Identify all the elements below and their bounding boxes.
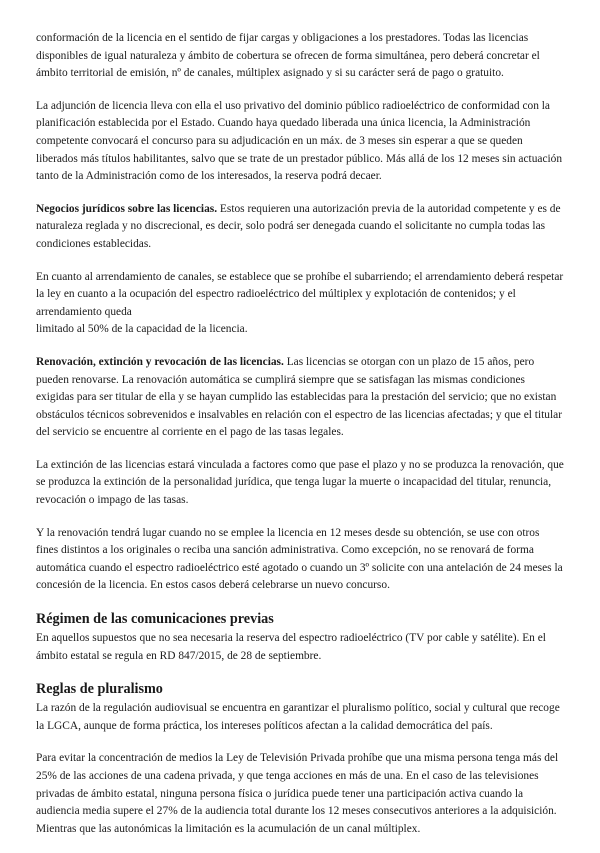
lead-renovacion: Renovación, extinción y revocación de las licencias. [36,355,284,368]
paragraph-revocacion: Y la renovación tendrá lugar cuando no se emplee la licencia en 12 meses desde su obtención, se use con otros fines distintos a los originales o reciba una sanción administrativa. Como excepción, no se renovará de forma automática cuando el espectro radioeléctrico esté agotado o cuando un 3º solicite con una antelación de 24 meses la concesión de la licencia. En estos casos deberá celebrarse un nuevo concurso. [36,526,563,592]
paragraph-concentracion-medios: Para evitar la concentración de medios la Ley de Televisión Privada prohíbe que una misma persona tenga más del 25% de las acciones de una cadena privada, y que tenga acciones en más de una. En el caso de las televisiones privadas de ámbito estatal, ninguna persona física o jurídica puede tener una participación activa cuando la audiencia media supere el 27% de la audiencia total durante los 12 meses consecutivos anteriores a la adquisición. Mientras que las autonómicas la limitación es la acumulación de un canal múltiplex. [36,752,559,835]
paragraph-adjuncion-licencia: La adjunción de licencia lleva con ella el uso privativo del dominio público radioeléctrico de conformidad con la planificación establecida por el Estado. Cuando haya quedado liberada una única licencia, la Administración competente convocará el concurso para su adjudicación en un máx. de 3 meses sin esperar a que se queden liberados más títulos habilitantes, salvo que se trate de un prestador público. Más allá de los 12 meses sin actuación tanto de la Administración como de los interesados, la reserva podrá decaer. [36,99,563,183]
lead-negocios-juridicos: Negocios jurídicos sobre las licencias. [36,202,218,215]
document-page [36,30,564,853]
heading-regimen-comunicaciones: Régimen de las comunicaciones previas [36,611,274,628]
arrendamiento-limit-text: limitado al 50% de la capacidad de la licencia. [36,323,248,336]
heading-reglas-pluralismo: Reglas de pluralismo [36,681,163,698]
paragraph-regimen-comunicaciones: En aquellos supuestos que no sea necesaria la reserva del espectro radioeléctrico (TV por cable y satélite). En el ámbito estatal se regula en RD 847/2015, de 28 de septiembre. [36,632,546,662]
body-renovacion: Las licencias se otorgan con un plazo de 15 años, pero pueden renovarse. La renovación automática se cumplirá siempre que se satisfagan las mismas condiciones exigidas para ser titular de ella y se hayan cumplido las establecidas para la prestación del servicio; que no existan obstáculos técnicos sobrevenidos e insalvables en relación con el espectro de las licencias afectadas; y que el titular del servicio se encuentre al corriente en el pago de las tasas legales. [36,355,562,439]
paragraph-pluralismo-razon: La razón de la regulación audiovisual se encuentra en garantizar el pluralismo político, social y cultural que recoge la LGCA, aunque de forma práctica, los intereses políticos afectan a la calidad democrática del país. [36,702,560,732]
paragraph-negocios-juridicos [36,201,564,254]
arrendamiento-text: En cuanto al arrendamiento de canales, se establece que se prohíbe el subarriendo; el arrendamiento deberá respetar la ley en cuanto a la ocupación del espectro radioeléctrico del múltiplex y explotación de contenidos; y el arrendamiento queda [36,270,564,318]
body-negocios-juridicos: Estos requieren una autorización previa de la autoridad competente y es de naturaleza reglada y no discrecional, es decir, solo podrá ser denegada cuando el solicitante no cumpla todas las condiciones establecidas. [36,202,561,250]
paragraph-licencia-conformacion: conformación de la licencia en el sentido de fijar cargas y obligaciones a los prestadores. Todas las licencias disponibles de igual naturaleza y ámbito de cobertura se ofrecen de forma simultánea, pero deberá concretar el ámbito territorial de emisión, nº de canales, múltiplex asignado y si su carácter será de pago o gratuito. [36,32,540,80]
paragraph-renovacion [36,354,564,442]
paragraph-extincion: La extinción de las licencias estará vinculada a factores como que pase el plazo y no se produzca la renovación, que se produzca la extinción de la personalidad jurídica, que tenga lugar la muerte o incapacidad del titular, renuncia, revocación o impago de las tasas. [36,458,564,507]
paragraph-arrendamiento-canales [36,269,564,339]
